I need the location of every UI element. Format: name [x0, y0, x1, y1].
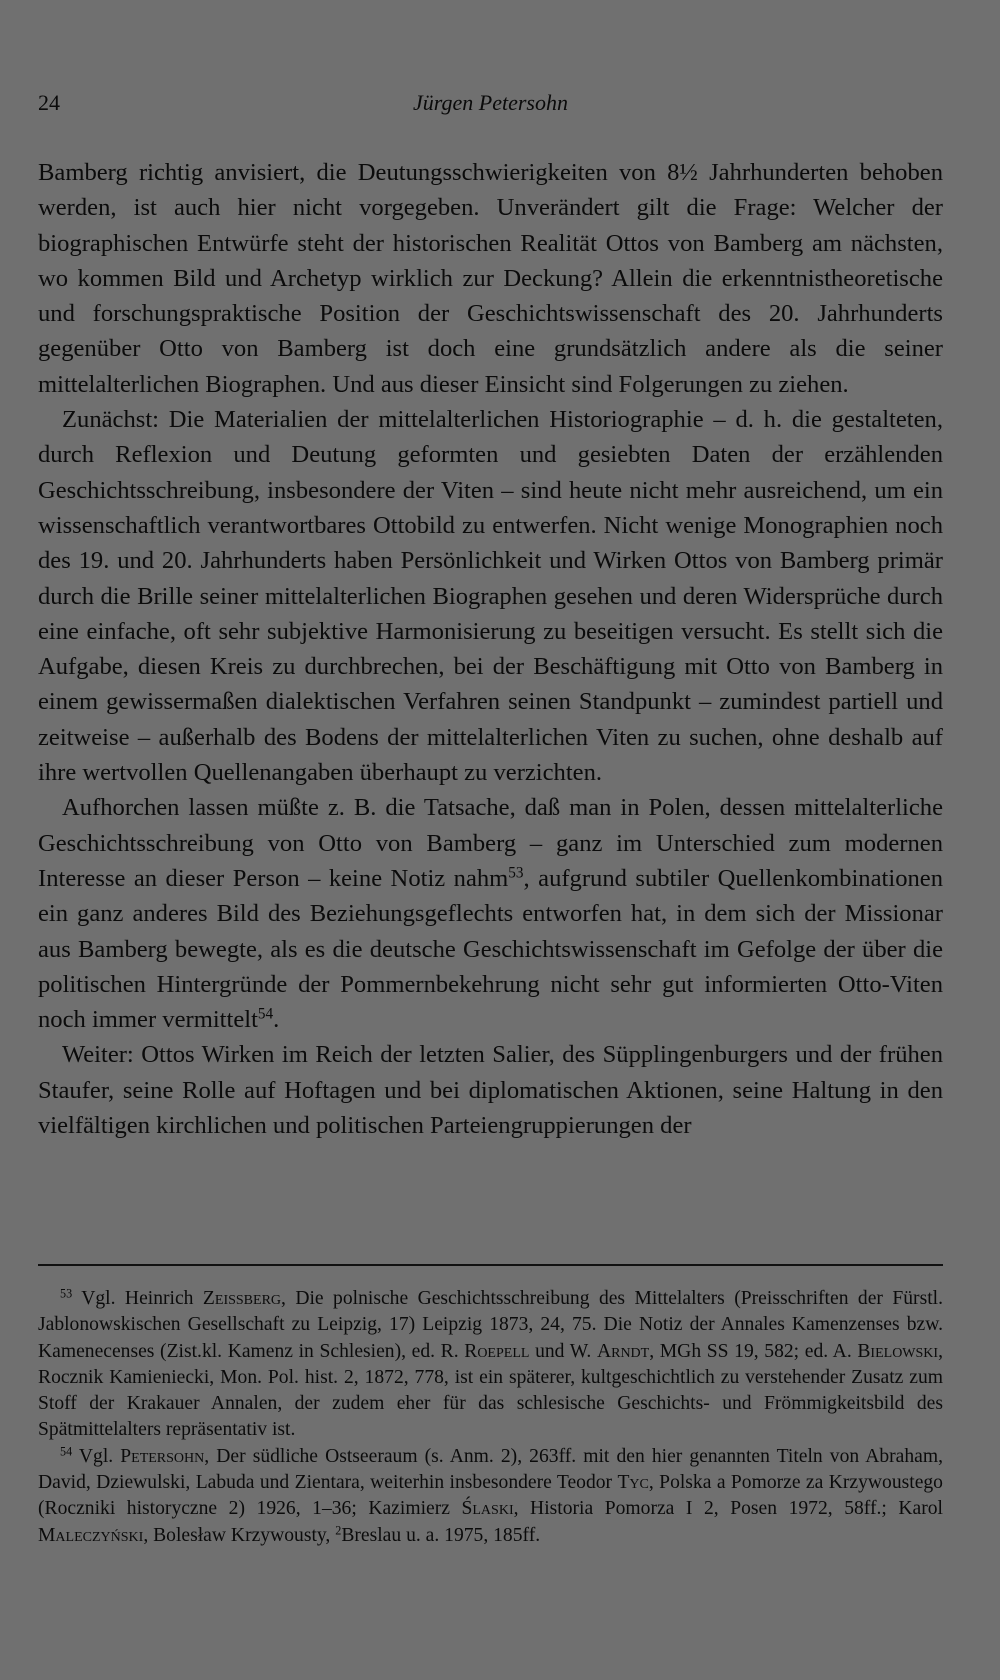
footnote-54-text: , Bolesław Krzywousty,: [143, 1524, 336, 1546]
author-name: Roepell: [464, 1340, 530, 1362]
paragraph-3: [38, 790, 943, 1037]
running-head-author: Jürgen Petersohn: [413, 90, 568, 115]
footnote-54-text: , Der südliche Ostseeraum (s. Anm. 2), 263ff. mit den hier genannten Titeln von Abraham, David, Dziewulski, Labuda und Zientara, weiterhin insbesondere Teodor: [38, 1445, 943, 1494]
author-name: Ślaski: [461, 1498, 514, 1520]
page-header: [38, 90, 943, 126]
paragraph-4: Weiter: Ottos Wirken im Reich der letzten Salier, des Süpplingenburgers und der frühen Staufer, seine Rolle auf Hoftagen und bei diplomatischen Aktionen, seine Haltung in den vielfältigen kirchlichen und politischen Parteiengruppierungen der: [38, 1041, 943, 1140]
paragraph-1: Bamberg richtig anvisiert, die Deutungsschwierigkeiten von 8½ Jahrhunderten behoben werden, ist auch hier nicht vorgegeben. Unverändert gilt die Frage: Welcher der biographischen Entwürfe steht der historischen Realität Ottos von Bamberg am nächsten, wo kommen Bild und Archetyp wirklich zur Deckung? Allein die erkenntnistheoretische und forschungspraktische Position der Geschichtswissenschaft des 20. Jahrhunderts gegenüber Otto von Bamberg ist doch eine grundsätzlich andere als die seiner mittelalterlichen Biographen. Und aus dieser Einsicht sind Folgerungen zu ziehen.: [38, 159, 943, 398]
footnotes: [38, 1286, 943, 1549]
footnote-ref-54[interactable]: 54: [257, 1005, 274, 1023]
paragraph-3-text-b: , aufgrund subtiler Quellenkombinationen ein ganz anderes Bild des Beziehungsgeflechts entworfen hat, in dem sich der Missionar aus Bamberg bewegte, als es die deutsche Geschichtswissenschaft im Gefolge der über die politischen Hintergründe der Pommernbekehrung nicht sehr gut informierten Otto-Viten noch immer vermittelt: [38, 864, 943, 1034]
main-text: [38, 155, 943, 1143]
footnote-53-text: , Rocznik Kamieniecki, Mon. Pol. hist. 2, 1872, 778, ist ein späterer, kultgeschichtlich zu verstehender Zusatz zum Stoff der Krakauer Annalen, der zudem eher für das schlesische Geschichts- und Frömmigkeitsbild des Spätmittelalters repräsentativ ist.: [38, 1340, 943, 1441]
author-name: Tyc: [617, 1472, 649, 1494]
author-name: Zeissberg: [202, 1288, 282, 1309]
author-name: Petersohn: [120, 1445, 205, 1467]
footnote-53-text: , Die polnische Geschichtsschreibung des Mittelalters (Preisschriften der Fürstl. Jablonowskischen Gesellschaft zu Leipzig, 17) Leipzig 1873, 24, 75. Die Notiz der Annales Kamenzenses bzw. Kamenecenses (Zist.kl. Kamenz in Schlesien), ed. R.: [38, 1288, 943, 1362]
footnote-54-text: , Historia Pomorza I 2, Posen 1972, 58ff.; Karol: [513, 1498, 943, 1520]
footnote-53-text: Vgl. Heinrich: [81, 1288, 203, 1309]
footnote-ref-53[interactable]: 53: [508, 864, 524, 882]
footnote-54-text: , Polska a Pomorze za Krzywoustego (Roczniki historyczne 2) 1926, 1–36; Kazimierz: [38, 1472, 943, 1520]
footnote-number-53: 53: [60, 1286, 73, 1301]
edition-number: 2: [335, 1523, 342, 1537]
footnote-53: [38, 1286, 943, 1444]
paragraph-3-text-a: Aufhorchen lassen müßte z. B. die Tatsache, daß man in Polen, dessen mittelalterliche Geschichtsschreibung von Otto von Bamberg – ganz im Unterschied zum modernen Interesse an dieser Person – keine Notiz nahm: [38, 794, 943, 892]
paragraph-2: Zunächst: Die Materialien der mittelalterlichen Historiographie – d. h. die gestalteten, durch Reflexion und Deutung geformten und gesiebten Daten der erzählenden Geschichtsschreibung, insbesondere der Viten – sind heute nicht mehr ausreichend, um ein wissenschaftlich verantwortbares Ottobild zu entwerfen. Nicht wenige Monographien noch des 19. und 20. Jahrhunderts haben Persönlichkeit und Wirken Ottos von Bamberg primär durch die Brille seiner mittelalterlichen Biographen gesehen und deren Widersprüche durch eine einfache, oft sehr subjektive Harmonisierung zu beseitigen versucht. Es stellt sich die Aufgabe, diesen Kreis zu durchbrechen, bei der Beschäftigung mit Otto von Bamberg in einem gewissermaßen dialektischen Verfahren seinen Standpunkt – zumindest partiell und zeitweise – außerhalb des Bodens der mittelalterlichen Viten zu suchen, ohne deshalb auf ihre wertvollen Quellenangaben überhaupt zu verzichten.: [38, 406, 943, 787]
footnote-53-text: und W.: [529, 1340, 597, 1362]
footnote-divider: [38, 1264, 943, 1266]
footnote-54-text: Breslau u. a. 1975, 185ff.: [341, 1524, 541, 1546]
footnote-53-text: , MGh SS 19, 582; ed. A.: [649, 1340, 858, 1362]
author-name: Maleczyński: [38, 1524, 144, 1546]
footnote-54-text: Vgl.: [78, 1445, 121, 1467]
author-name: Bielowski: [857, 1340, 939, 1362]
author-name: Arndt: [596, 1340, 650, 1362]
footnote-number-54: 54: [60, 1444, 73, 1459]
paragraph-3-text-c: .: [273, 1006, 280, 1034]
footnote-54: [38, 1444, 943, 1549]
page-number: 24: [38, 90, 60, 115]
